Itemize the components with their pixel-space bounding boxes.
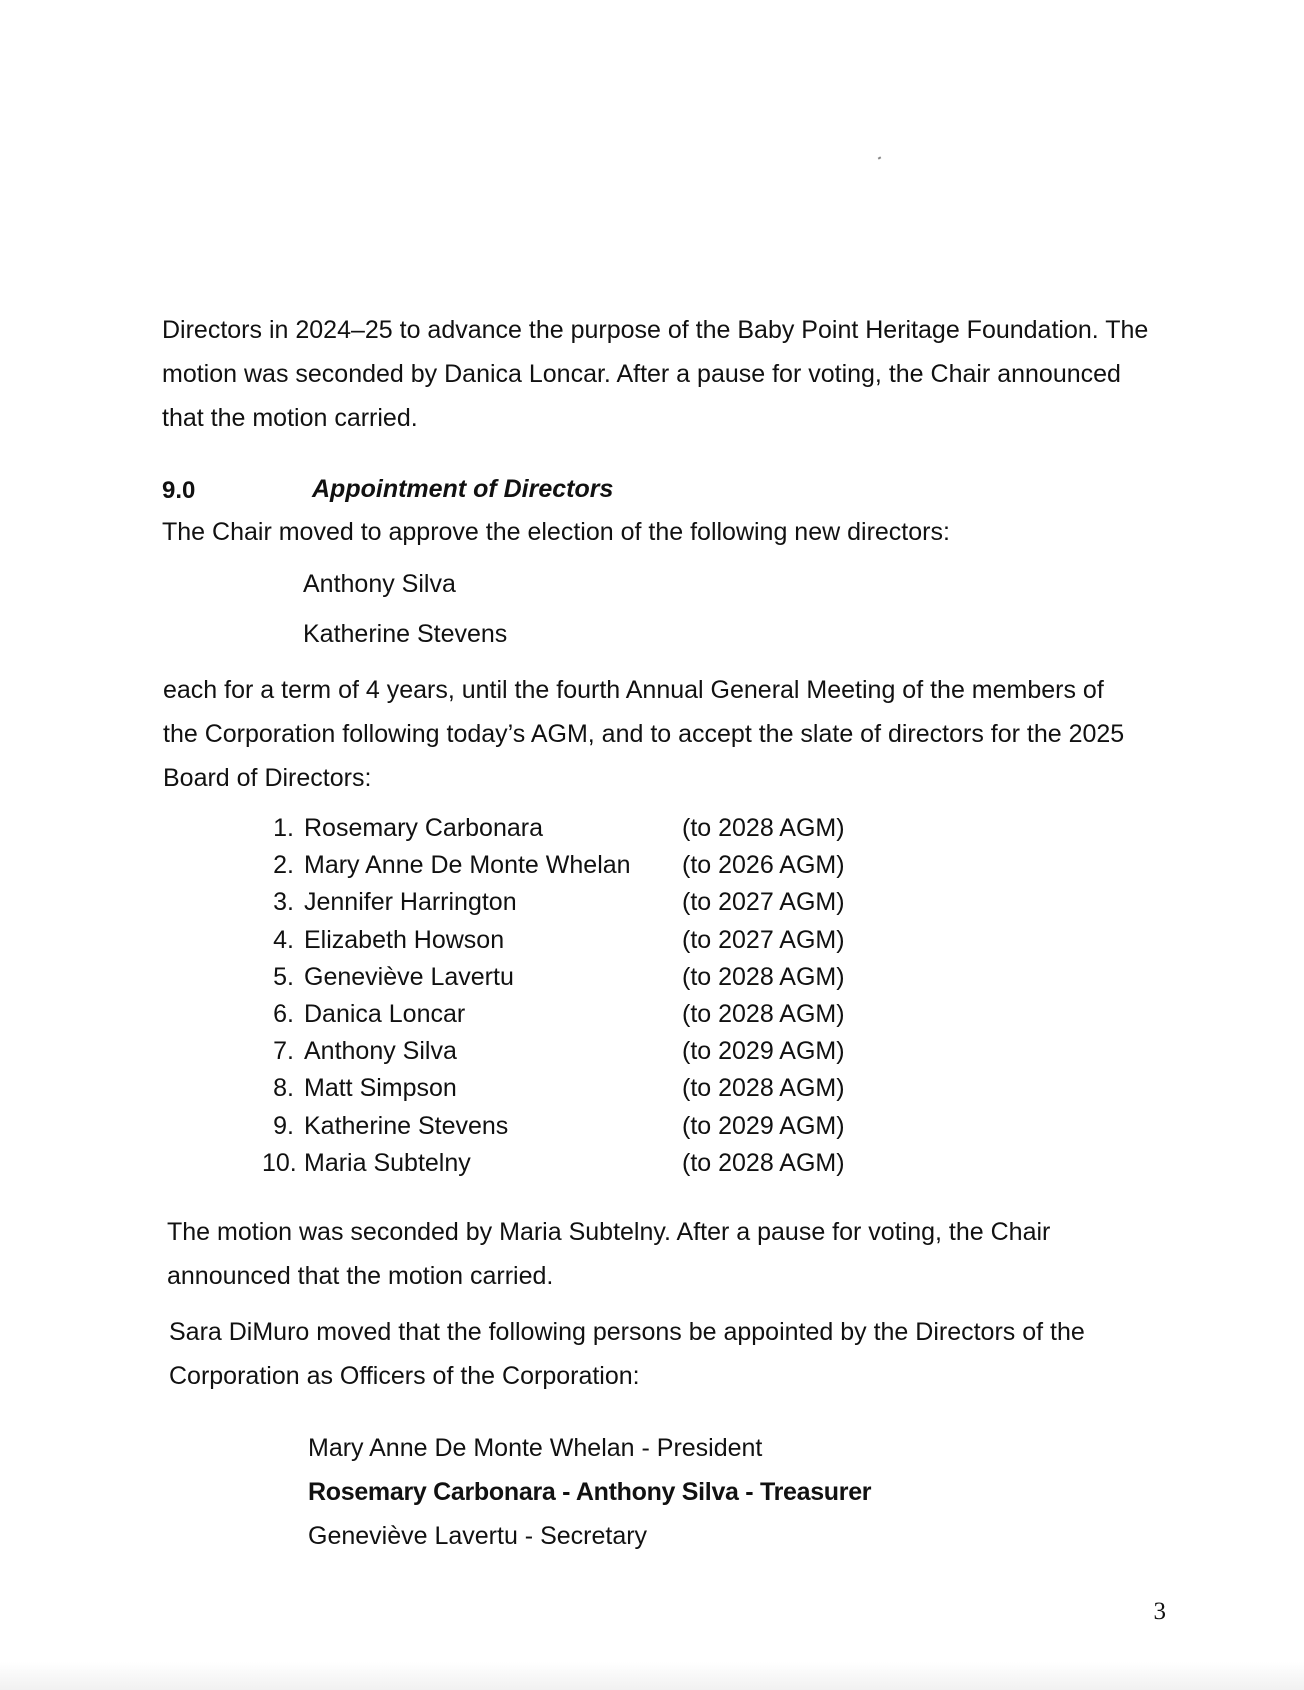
seconded-paragraph <box>167 1210 1167 1298</box>
officer-item: Mary Anne De Monte Whelan - President <box>308 1434 763 1462</box>
slate-term: (to 2028 AGM) <box>682 999 845 1028</box>
slate-name: Mary Anne De Monte Whelan <box>304 851 631 880</box>
scan-speck <box>878 156 882 159</box>
slate-name: Maria Subtelny <box>304 1148 471 1177</box>
slate-term: (to 2027 AGM) <box>682 888 845 917</box>
slate-term: (to 2027 AGM) <box>682 925 845 954</box>
new-director-item: Katherine Stevens <box>303 620 508 648</box>
director-slate-list <box>262 810 862 1182</box>
section-title: Appointment of Directors <box>312 475 614 503</box>
officer-item: Geneviève Lavertu - Secretary <box>308 1522 648 1550</box>
new-director-item: Anthony Silva <box>303 570 456 598</box>
slate-name: Danica Loncar <box>304 999 466 1028</box>
slate-name: Geneviève Lavertu <box>304 962 514 991</box>
new-directors-list <box>303 565 507 665</box>
slate-row <box>262 1033 862 1070</box>
term-line: Board of Directors: <box>163 764 372 792</box>
officer-item: Rosemary Carbonara - Anthony Silva - Treasurer <box>308 1478 872 1506</box>
slate-term: (to 2029 AGM) <box>682 1037 845 1066</box>
slate-name: Anthony Silva <box>304 1037 457 1066</box>
slate-term: (to 2028 AGM) <box>682 1148 845 1177</box>
term-line: the Corporation following today’s AGM, and to accept the slate of directors for the 2025 <box>163 720 1125 748</box>
slate-number: 4. <box>273 925 294 954</box>
slate-term: (to 2028 AGM) <box>682 1074 845 1103</box>
officers-motion-line: Sara DiMuro moved that the following persons be appointed by the Directors of the <box>169 1318 1085 1346</box>
officers-motion-paragraph <box>169 1310 1169 1398</box>
slate-row <box>262 922 862 959</box>
officers-motion-line: Corporation as Officers of the Corporation: <box>169 1362 640 1390</box>
slate-row <box>262 1108 862 1145</box>
slate-row <box>262 810 862 847</box>
page-bottom-edge <box>0 1662 1304 1690</box>
slate-term: (to 2028 AGM) <box>682 962 845 991</box>
slate-number: 10. <box>262 1148 297 1177</box>
seconded-line: announced that the motion carried. <box>167 1262 554 1290</box>
slate-name: Jennifer Harrington <box>304 888 517 917</box>
slate-row <box>262 959 862 996</box>
slate-name: Matt Simpson <box>304 1074 457 1103</box>
slate-number: 6. <box>273 999 294 1028</box>
motion-paragraph: The Chair moved to approve the election of the following new directors: <box>162 518 950 546</box>
slate-number: 9. <box>273 1111 294 1140</box>
slate-row <box>262 996 862 1033</box>
slate-term: (to 2029 AGM) <box>682 1111 845 1140</box>
section-number: 9.0 <box>162 477 196 504</box>
intro-paragraph <box>162 308 1162 440</box>
slate-number: 1. <box>273 814 294 842</box>
slate-row <box>262 884 862 921</box>
intro-line: Directors in 2024–25 to advance the purpose of the Baby Point Heritage Foundation. The <box>162 316 1149 344</box>
intro-line: that the motion carried. <box>162 404 418 432</box>
slate-number: 2. <box>273 851 294 880</box>
slate-number: 7. <box>273 1037 294 1066</box>
term-paragraph <box>163 668 1163 800</box>
intro-line: motion was seconded by Danica Loncar. After a pause for voting, the Chair announced <box>162 360 1121 388</box>
slate-name: Elizabeth Howson <box>304 925 505 954</box>
seconded-line: The motion was seconded by Maria Subtelny. After a pause for voting, the Chair <box>167 1218 1051 1246</box>
slate-row <box>262 1070 862 1107</box>
slate-row <box>262 1145 862 1182</box>
slate-term: (to 2028 AGM) <box>682 814 845 842</box>
slate-term: (to 2026 AGM) <box>682 851 845 880</box>
term-line: each for a term of 4 years, until the fourth Annual General Meeting of the members of <box>163 676 1104 704</box>
slate-number: 3. <box>273 888 294 917</box>
slate-name: Rosemary Carbonara <box>304 814 543 842</box>
slate-name: Katherine Stevens <box>304 1111 509 1140</box>
slate-number: 5. <box>273 962 294 991</box>
officers-list <box>308 1428 871 1560</box>
slate-number: 8. <box>273 1074 294 1103</box>
page-number: 3 <box>1153 1598 1166 1625</box>
slate-row <box>262 847 862 884</box>
